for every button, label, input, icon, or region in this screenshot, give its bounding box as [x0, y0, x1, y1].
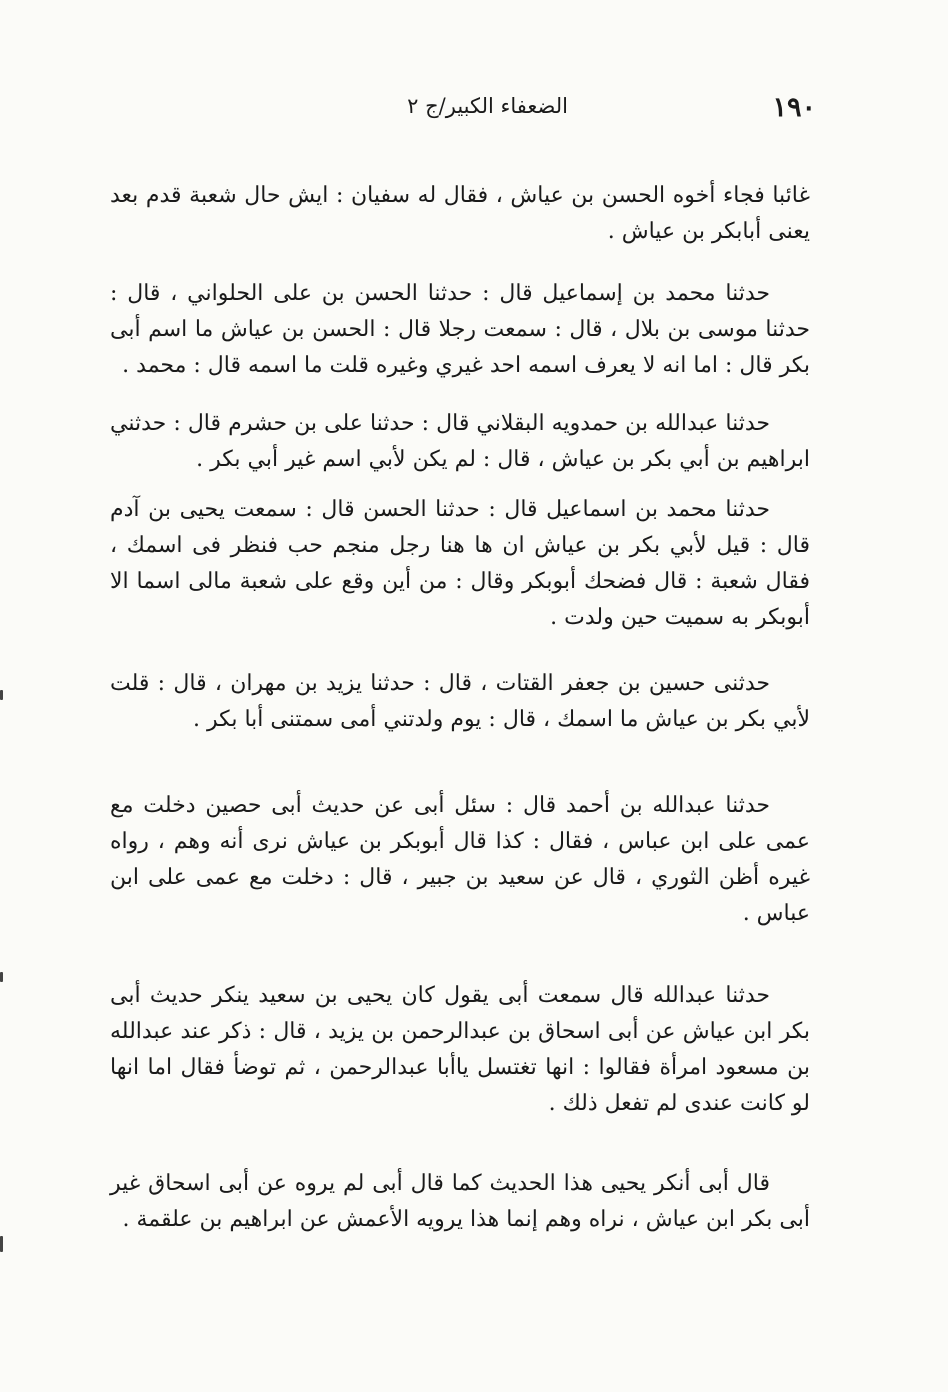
- paragraph-6: حدثنا عبدالله بن أحمد قال : سئل أبى عن حديث أبى حصين دخلت مع عمى على ابن عباس ، فقال : كذا قال أبوبكر بن عياش نرى أنه وهم ، رواه غيره أظن الثوري ، قال عن سعيد بن جبير ، قال : دخلت مع عمى على ابن عباس .: [110, 793, 810, 926]
- page-number: ١٩٠: [772, 92, 816, 123]
- scan-margin-mark: [0, 972, 3, 982]
- paragraph-3: حدثنا عبدالله بن حمدويه البقلاني قال : حدثنا على بن حشرم قال : حدثني ابراهيم بن أبي بكر بن عياش ، قال : لم يكن لأبي اسم غير أبي بكر .: [110, 411, 810, 472]
- paragraph-8: قال أبى أنكر يحيى هذا الحديث كما قال أبى لم يروه عن أبى اسحاق غير أبى بكر ابن عياش ، نراه وهم إنما هذا يرويه الأعمش عن ابراهيم بن علقمة .: [110, 1171, 810, 1232]
- page-header: [0, 92, 948, 128]
- body-text: [110, 178, 810, 1238]
- paragraph-1: غائبا فجاء أخوه الحسن بن عياش ، فقال له سفيان : ايش حال شعبة قدم بعد يعنى أبابكر بن عياش .: [110, 183, 810, 244]
- paragraph-7: حدثنا عبدالله قال سمعت أبى يقول كان يحيى بن سعيد ينكر حديث أبى بكر ابن عياش عن أبى اسحاق بن عبدالرحمن بن يزيد ، قال : ذكر عند عبدالله بن مسعود امرأة فقالوا : انها تغتسل ياأبا عبدالرحمن ، ثم توضأ فقال اما انها لو كانت عندى لم تفعل ذلك .: [110, 983, 810, 1116]
- running-title: الضعفاء الكبير/ج ٢: [407, 94, 568, 118]
- paragraph-2: حدثنا محمد بن إسماعيل قال : حدثنا الحسن بن على الحلواني ، قال : حدثنا موسى بن بلال ، قال : سمعت رجلا قال : الحسن بن عياش ما اسم أبى بكر قال : اما انه لا يعرف اسمه احد غيري وغيره قلت ما اسمه قال : محمد .: [110, 281, 810, 378]
- paragraph-5: حدثنى حسين بن جعفر القتات ، قال : حدثنا يزيد بن مهران ، قال : قلت لأبي بكر بن عياش ما اسمك ، قال : يوم ولدتني أمى سمتنى أبا بكر .: [110, 671, 810, 732]
- scan-margin-mark: [0, 690, 3, 700]
- paragraph-4: حدثنا محمد بن اسماعيل قال : حدثنا الحسن قال : سمعت يحيى بن آدم قال : قيل لأبي بكر بن عياش ان ها هنا رجل منجم حب فنظر فى اسمك ، فقال شعبة : قال فضحك أبوبكر وقال : من أين وقع على شعبة مالى اسما الا أبوبكر به سميت حين ولدت .: [110, 497, 810, 630]
- scan-margin-mark: [0, 1236, 3, 1252]
